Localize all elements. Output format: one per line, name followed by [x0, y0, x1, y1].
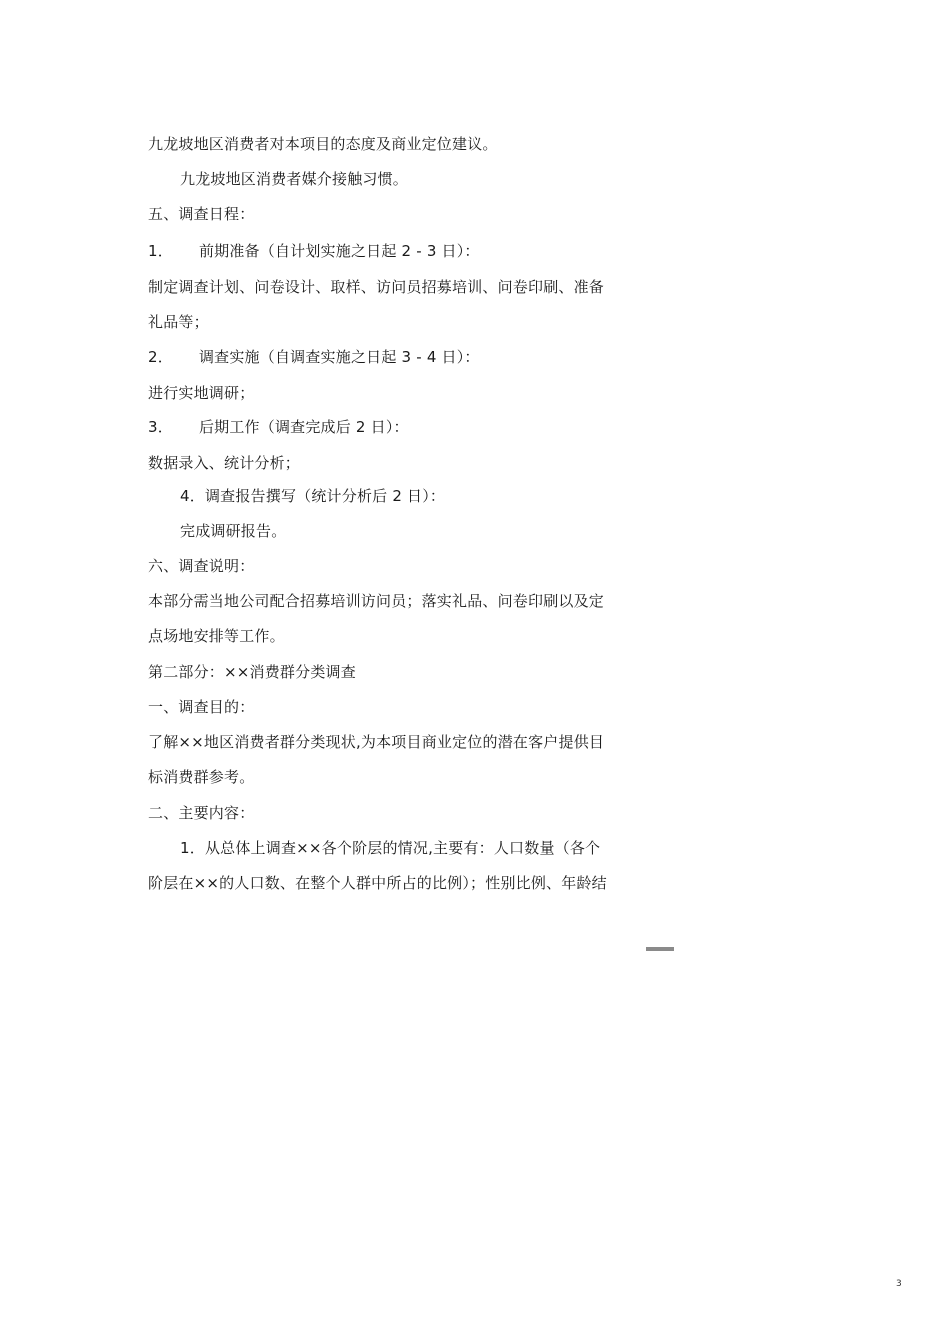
item-text: 调查实施（自调查实施之日起 3 - 4 日）：	[198, 348, 480, 366]
text-line-18: 了解××地区消费者群分类现状,为本项目商业定位的潜在客户提供目	[148, 733, 605, 751]
text-line-19: 标消费群参考。	[148, 768, 255, 786]
part-heading-2: 第二部分：××消费群分类调查	[148, 663, 356, 681]
item-number: 1．	[148, 242, 173, 260]
section-heading-purpose: 一、调查目的：	[148, 698, 255, 716]
text-line-15: 点场地安排等工作。	[148, 627, 285, 645]
section-heading-schedule: 五、调查日程：	[148, 205, 255, 223]
text-line-6: 礼品等；	[148, 313, 209, 331]
section-heading-notes: 六、调查说明：	[148, 557, 255, 575]
section-heading-content: 二、主要内容：	[148, 804, 255, 822]
schedule-item-3	[148, 417, 409, 437]
text-line-14: 本部分需当地公司配合招募培训访问员；落实礼品、问卷印刷以及定	[148, 592, 605, 610]
text-line-1: 九龙坡地区消费者对本项目的态度及商业定位建议。	[148, 135, 498, 153]
schedule-item-1	[148, 241, 480, 261]
text-line-10: 数据录入、统计分析；	[148, 454, 301, 472]
text-line-21: 1．从总体上调查××各个阶层的情况,主要有：人口数量（各个	[180, 839, 601, 857]
text-line-22: 阶层在××的人口数、在整个人群中所占的比例）；性别比例、年龄结	[148, 874, 607, 892]
schedule-item-2	[148, 347, 480, 367]
item-number: 2．	[148, 348, 173, 366]
text-line-2: 九龙坡地区消费者媒介接触习惯。	[180, 170, 409, 188]
schedule-item-4: 4．调查报告撰写（统计分析后 2 日）：	[180, 487, 446, 505]
item-text: 前期准备（自计划实施之日起 2 - 3 日）：	[198, 242, 480, 260]
text-line-8: 进行实地调研；	[148, 384, 255, 402]
decorative-mark	[646, 947, 674, 951]
page-number: 3	[896, 1279, 902, 1289]
item-text: 后期工作（调查完成后 2 日）：	[198, 418, 409, 436]
text-line-5: 制定调查计划、问卷设计、取样、访问员招募培训、问卷印刷、准备	[148, 278, 605, 296]
item-number: 3．	[148, 418, 173, 436]
text-line-12: 完成调研报告。	[180, 522, 287, 540]
